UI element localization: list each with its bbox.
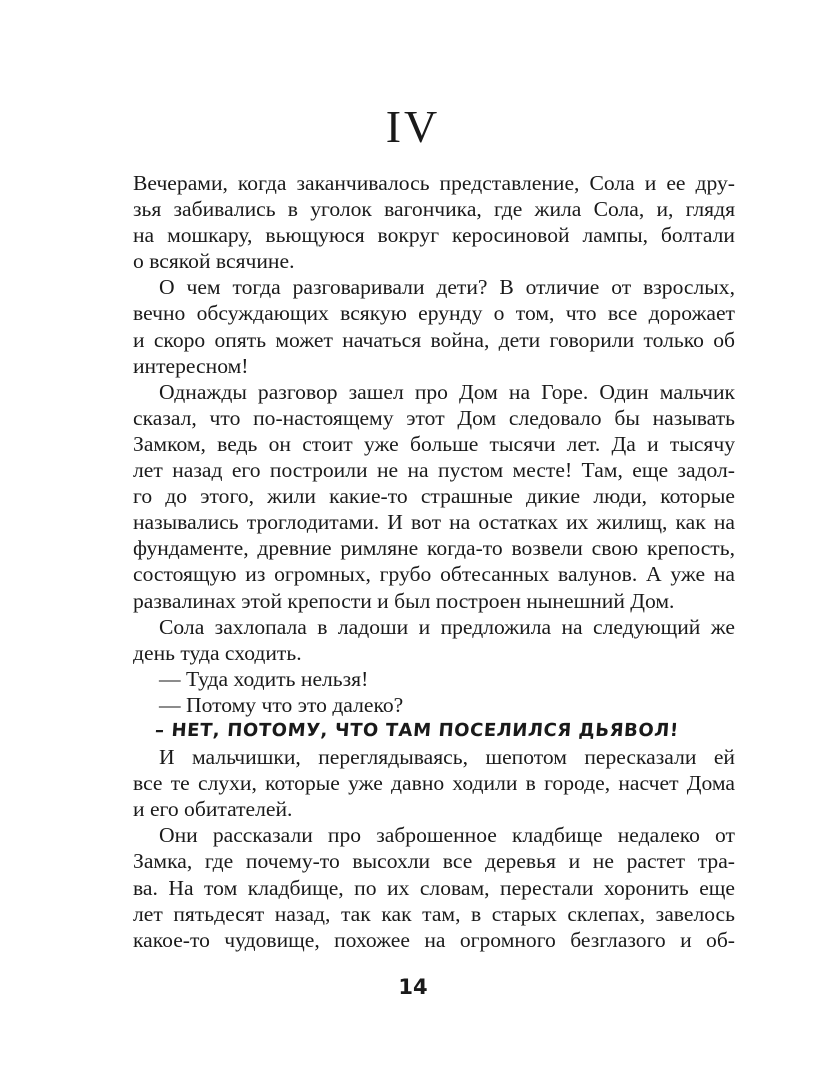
text-line: какое-то чудовище, похожее на огромного безглазого и об-: [133, 927, 735, 952]
text-line: Замка, где почему-то высохли все деревья и не растет тра-: [133, 849, 735, 874]
text-line: ва. На том кладбище, по их словам, перестали хоронить еще: [133, 875, 735, 900]
text-line: фундаменте, древние римляне когда-то возвели свою крепость,: [133, 536, 735, 561]
text-line: развалинах этой крепости и был построен нынешний Дом.: [133, 588, 675, 613]
text-line: О чем тогда разговаривали дети? В отличие от взрослых,: [159, 275, 735, 300]
shout-dialogue-line: – НЕТ, ПОТОМУ, ЧТО ТАМ ПОСЕЛИЛСЯ ДЬЯВОЛ!: [154, 719, 680, 741]
text-line: Однажды разговор зашел про Дом на Горе. Один мальчик: [159, 379, 735, 404]
text-line: вечно обсуждающих всякую ерунду о том, что все дорожает: [133, 301, 735, 326]
text-line: назывались троглодитами. И вот на остатках их жилищ, как на: [133, 510, 735, 535]
text-line: и его обитателей.: [133, 797, 293, 822]
text-line: сказал, что по-настоящему этот Дом следовало бы называть: [133, 405, 735, 430]
text-line: Вечерами, когда заканчивалось представление, Сола и ее дру-: [133, 171, 735, 195]
text-line: день туда сходить.: [133, 640, 302, 665]
text-line: о всякой всячине.: [133, 249, 295, 274]
text-line: лет пятьдесят назад, так как там, в старых склепах, завелось: [133, 901, 735, 926]
body-text: [133, 170, 735, 953]
text-line: лет назад его построили не на пустом месте! Там, еще задол-: [133, 458, 735, 483]
text-line: И мальчишки, переглядываясь, шепотом пересказали ей: [159, 745, 735, 770]
text-line: и скоро опять может начаться война, дети говорили только об: [133, 327, 735, 352]
text-line: состоящую из огромных, грубо обтесанных валунов. А уже на: [133, 562, 735, 587]
text-line: Сола захлопала в ладоши и предложила на следующий же: [159, 614, 735, 639]
page-number: 14: [398, 975, 428, 999]
dialogue-line: — Туда ходить нельзя!: [159, 666, 369, 691]
dialogue-line: — Потому что это далеко?: [159, 692, 404, 717]
text-line: Замком, ведь он стоит уже больше тысячи лет. Да и тысячу: [133, 431, 735, 456]
chapter-heading: IV: [385, 101, 441, 152]
text-line: интересном!: [133, 353, 249, 378]
text-line: го до этого, жили какие-то страшные дикие люди, которые: [133, 484, 735, 509]
text-line: все те слухи, которые уже давно ходили в городе, насчет Дома: [133, 771, 735, 796]
text-line: зья забивались в уголок вагончика, где жила Сола, и, глядя: [133, 197, 735, 222]
text-line: Они рассказали про заброшенное кладбище недалеко от: [159, 823, 735, 848]
text-line: на мошкару, вьющуюся вокруг керосиновой лампы, болтали: [133, 223, 735, 248]
